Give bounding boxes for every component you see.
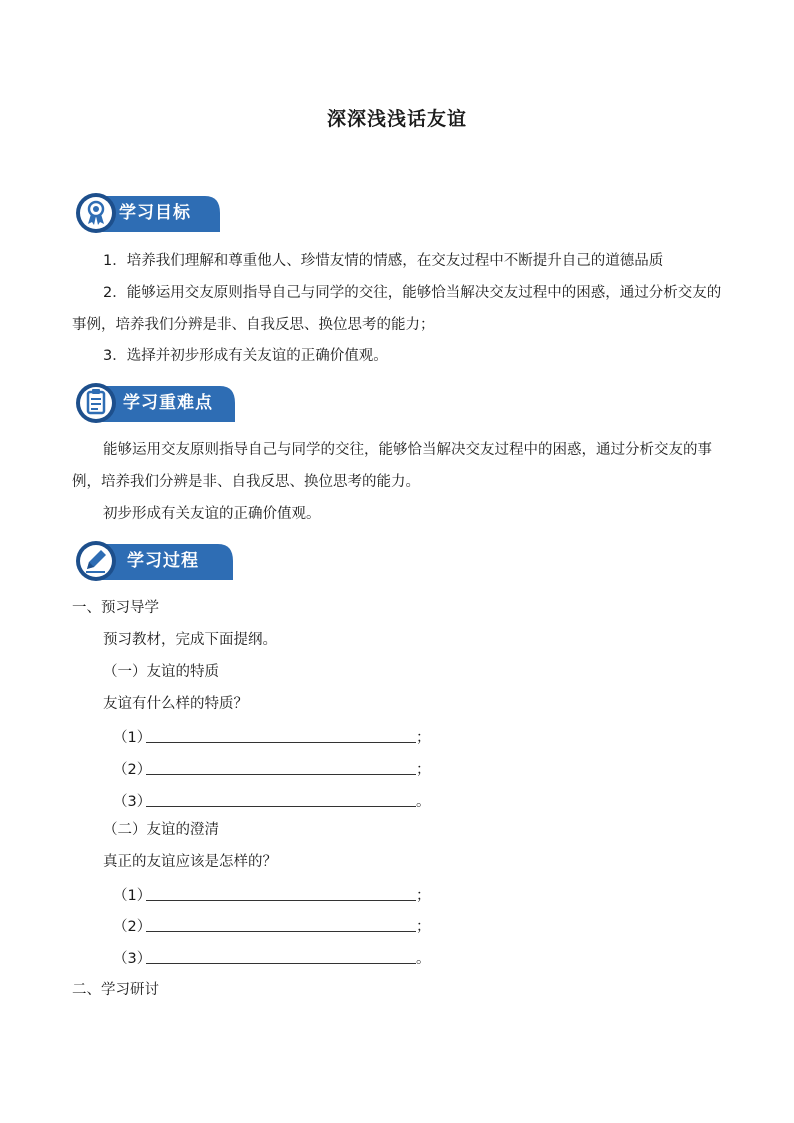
section-heading-goals: 学习目标	[119, 203, 191, 223]
keypoint-item-2: 初步形成有关友谊的正确价值观。	[103, 506, 321, 522]
answer-punct: 。	[416, 794, 431, 810]
page-title: 深深浅浅话友谊	[326, 108, 467, 130]
goal-item-1: 1．培养我们理解和尊重他人、珍惜友情的情感，在交友过程中不断提升自己的道德品质	[103, 253, 664, 269]
section-heading-process: 学习过程	[127, 551, 199, 571]
subsection-title: （一）友谊的特质	[103, 664, 219, 680]
keypoint-item-1: 能够运用交友原则指导自己与同学的交往，能够恰当解决交友过程中的困惑，通过分析交友的事例，培养我们分辨是非、自我反思、换位思考的能力。	[72, 442, 712, 490]
answer-blank[interactable]	[146, 931, 416, 932]
question-text: 真正的友谊应该是怎样的？	[103, 854, 277, 870]
answer-punct: ；	[416, 730, 431, 746]
goal-item-3: 3．选择并初步形成有关友谊的正确价值观。	[103, 348, 388, 364]
goal-item-2: 2．能够运用交友原则指导自己与同学的交往，能够恰当解决交友过程中的困惑，通过分析交友的事例，培养我们分辨是非、自我反思、换位思考的能力；	[72, 285, 722, 333]
answer-punct: ；	[416, 762, 431, 778]
answer-blank[interactable]	[146, 806, 416, 807]
answer-blank[interactable]	[146, 900, 416, 901]
answer-punct: ；	[416, 919, 431, 935]
part2-title: 二、学习研讨	[72, 982, 159, 998]
answer-number: （3）	[113, 951, 152, 967]
answer-punct: 。	[416, 951, 431, 967]
answer-number: （2）	[113, 919, 152, 935]
answer-number: （3）	[113, 794, 152, 810]
answer-punct: ；	[416, 888, 431, 904]
subsection-title: （二）友谊的澄清	[103, 822, 219, 838]
answer-number: （1）	[113, 888, 152, 904]
part1-title: 一、预习导学	[72, 600, 159, 616]
question-text: 友谊有什么样的特质？	[103, 696, 248, 712]
section-banner-goals	[75, 192, 220, 234]
section-banner-process	[75, 540, 233, 582]
answer-number: （1）	[113, 730, 152, 746]
section-heading-keypoints: 学习重难点	[123, 393, 213, 413]
answer-blank[interactable]	[146, 742, 416, 743]
part1-intro: 预习教材，完成下面提纲。	[103, 632, 277, 648]
answer-number: （2）	[113, 762, 152, 778]
answer-blank[interactable]	[146, 774, 416, 775]
section-banner-keypoints	[75, 382, 235, 424]
answer-blank[interactable]	[146, 963, 416, 964]
